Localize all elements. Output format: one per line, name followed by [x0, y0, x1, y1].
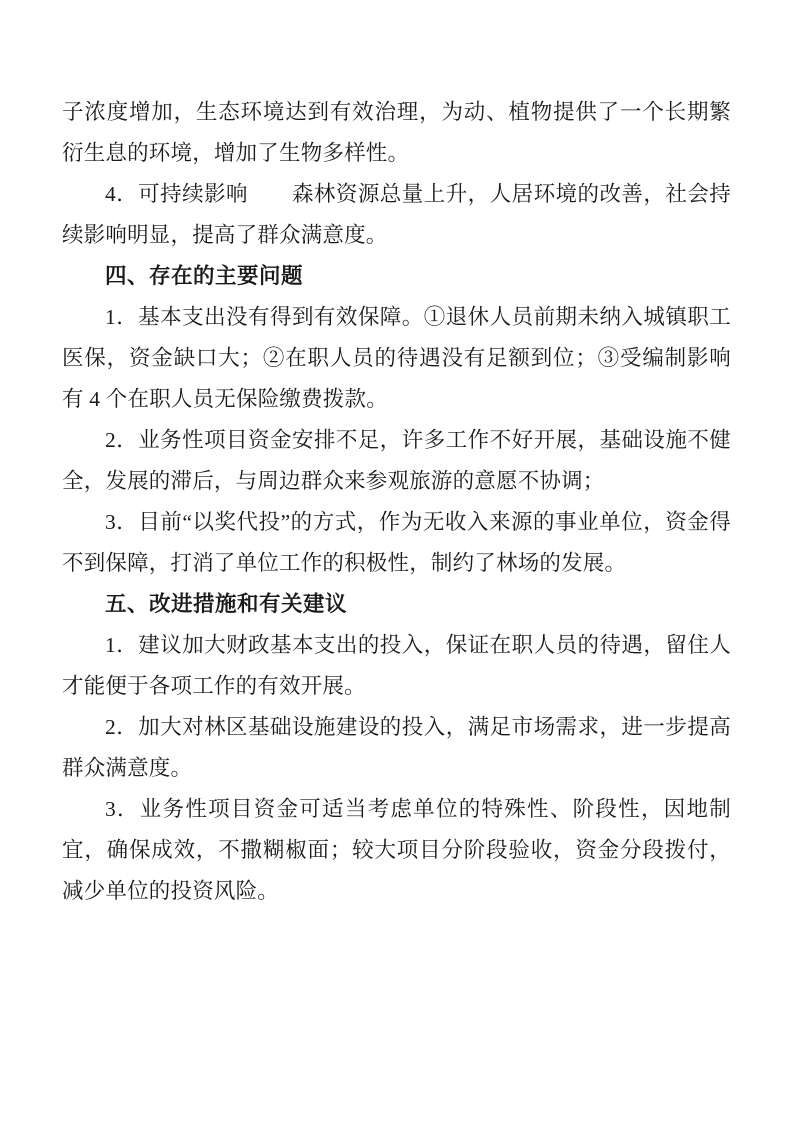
paragraph-suggestion-2: 2．加大对林区基础设施建设的投入，满足市场需求，进一步提高群众满意度。	[62, 715, 731, 780]
document-body	[62, 92, 731, 912]
paragraph-continuation: 子浓度增加，生态环境达到有效治理，为动、植物提供了一个长期繁衍生息的环境，增加了生物多样性。	[62, 100, 731, 165]
paragraph-problem-1: 1．基本支出没有得到有效保障。①退休人员前期未纳入城镇职工医保，资金缺口大；②在职人员的待遇没有足额到位；③受编制影响有 4 个在职人员无保险缴费拨款。	[62, 305, 731, 411]
paragraph-problem-3: 3．目前“以奖代投”的方式，作为无收入来源的事业单位，资金得不到保障，打消了单位工作的积极性，制约了林场的发展。	[62, 510, 731, 575]
section-heading-improvement-measures: 五、改进措施和有关建议	[105, 592, 348, 617]
paragraph-suggestion-1: 1．建议加大财政基本支出的投入，保证在职人员的待遇，留住人才能便于各项工作的有效开展。	[62, 633, 731, 698]
paragraph-sustainable-impact: 4．可持续影响 森林资源总量上升，人居环境的改善，社会持续影响明显，提高了群众满意度。	[62, 182, 731, 247]
section-heading-main-problems: 四、存在的主要问题	[105, 264, 304, 289]
paragraph-problem-2: 2．业务性项目资金安排不足，许多工作不好开展，基础设施不健全，发展的滞后，与周边群众来参观旅游的意愿不协调；	[62, 428, 731, 493]
paragraph-suggestion-3: 3．业务性项目资金可适当考虑单位的特殊性、阶段性，因地制宜，确保成效，不撒糊椒面；较大项目分阶段验收，资金分段拨付，减少单位的投资风险。	[62, 797, 731, 903]
